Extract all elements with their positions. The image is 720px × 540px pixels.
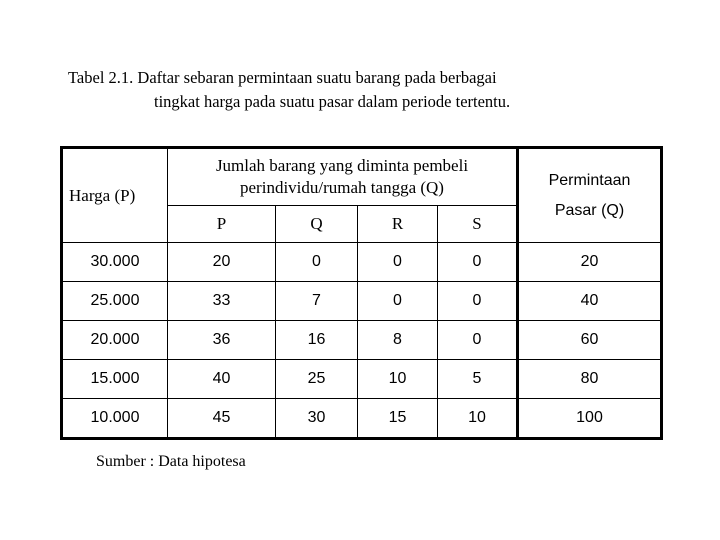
table-caption [68,66,510,114]
caption-line-2: tingkat harga pada suatu pasar dalam periode tertentu. [154,92,511,111]
cell-s: 0 [438,243,518,282]
jumlah-header-text: Jumlah barang yang diminta pembeli perindividu/rumah tangga (Q) [215,156,469,197]
cell-s: 10 [438,399,518,439]
cell-harga: 10.000 [62,399,168,439]
subheader-r: R [358,206,438,243]
cell-harga: 25.000 [62,282,168,321]
demand-table [60,146,663,440]
cell-q: 0 [276,243,358,282]
cell-p: 33 [168,282,276,321]
cell-q: 25 [276,360,358,399]
table-row [62,399,662,439]
cell-pasar: 100 [518,399,662,439]
cell-s: 0 [438,321,518,360]
cell-r: 0 [358,282,438,321]
source-note: Sumber : Data hipotesa [96,453,246,470]
pasar-header-line-2: Pasar (Q) [554,201,625,219]
cell-p: 20 [168,243,276,282]
harga-header: Harga (P) [62,148,168,243]
cell-r: 10 [358,360,438,399]
cell-q: 7 [276,282,358,321]
table-row [62,282,662,321]
header-row [62,148,662,206]
subheader-p: P [168,206,276,243]
subheader-s: S [438,206,518,243]
pasar-header-line-1: Permintaan [548,171,631,189]
table-row [62,360,662,399]
subheader-q: Q [276,206,358,243]
cell-harga: 20.000 [62,321,168,360]
cell-p: 45 [168,399,276,439]
cell-pasar: 40 [518,282,662,321]
jumlah-header [168,148,518,206]
cell-r: 0 [358,243,438,282]
cell-s: 0 [438,282,518,321]
cell-r: 15 [358,399,438,439]
cell-pasar: 80 [518,360,662,399]
cell-s: 5 [438,360,518,399]
caption-line-1: Tabel 2.1. Daftar sebaran permintaan suatu barang pada berbagai [68,68,497,87]
cell-harga: 30.000 [62,243,168,282]
pasar-header [518,148,662,243]
cell-pasar: 20 [518,243,662,282]
cell-r: 8 [358,321,438,360]
table-row [62,321,662,360]
cell-q: 16 [276,321,358,360]
cell-p: 40 [168,360,276,399]
cell-pasar: 60 [518,321,662,360]
cell-harga: 15.000 [62,360,168,399]
cell-p: 36 [168,321,276,360]
table-row [62,243,662,282]
cell-q: 30 [276,399,358,439]
